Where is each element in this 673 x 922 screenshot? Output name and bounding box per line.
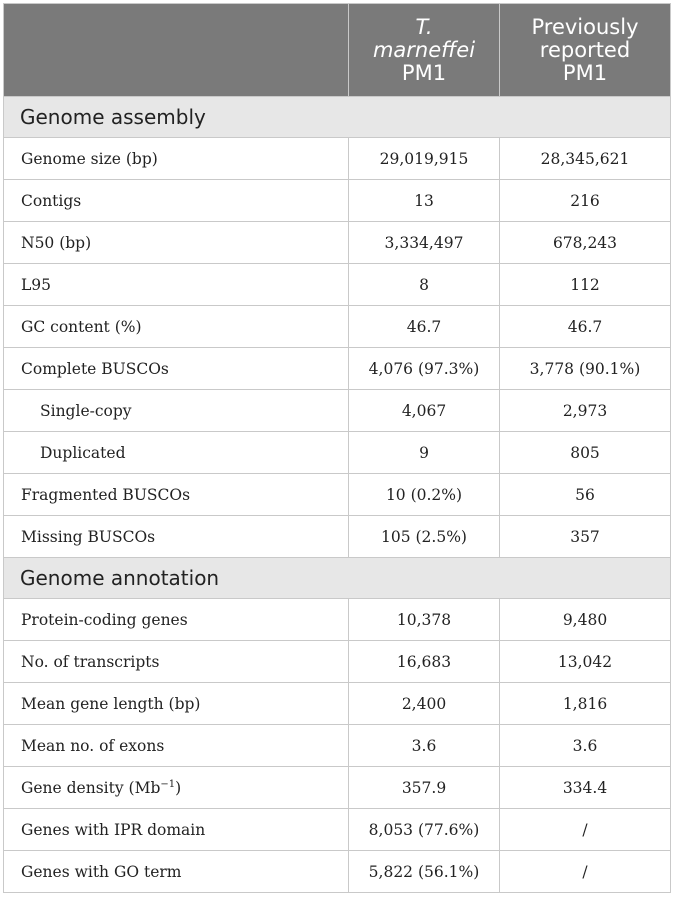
header-col2-line1: T.	[415, 14, 433, 39]
header-col2-line3: PM1	[401, 60, 447, 85]
row-value-previous: 28,345,621	[500, 138, 671, 180]
row-value-pm1: 105 (2.5%)	[349, 516, 500, 558]
row-label-superscript: −1	[160, 778, 176, 790]
row-label: Contigs	[4, 180, 349, 222]
row-label: Single-copy	[4, 390, 349, 432]
row-value-pm1: 5,822 (56.1%)	[349, 851, 500, 893]
row-value-previous: 13,042	[500, 641, 671, 683]
table-row	[4, 851, 671, 893]
table-row	[4, 138, 671, 180]
row-label: Mean no. of exons	[4, 725, 349, 767]
header-empty-cell	[4, 4, 349, 97]
row-value-previous: 1,816	[500, 683, 671, 725]
row-label: Fragmented BUSCOs	[4, 474, 349, 516]
header-col2-line2: marneffei	[372, 37, 476, 62]
table-row	[4, 264, 671, 306]
table-row	[4, 180, 671, 222]
row-value-previous: 216	[500, 180, 671, 222]
row-value-previous: 334.4	[500, 767, 671, 809]
row-value-previous: 2,973	[500, 390, 671, 432]
row-label: L95	[4, 264, 349, 306]
section-row-assembly	[4, 97, 671, 138]
row-value-previous: 357	[500, 516, 671, 558]
section-title-annotation: Genome annotation	[4, 558, 671, 599]
table-row	[4, 474, 671, 516]
row-value-previous: 112	[500, 264, 671, 306]
row-value-previous: 56	[500, 474, 671, 516]
header-previously-reported-pm1	[500, 4, 671, 97]
row-value-previous: 805	[500, 432, 671, 474]
row-label: Mean gene length (bp)	[4, 683, 349, 725]
row-value-previous: /	[500, 809, 671, 851]
table-row	[4, 390, 671, 432]
table-row	[4, 348, 671, 390]
row-value-previous: 9,480	[500, 599, 671, 641]
row-value-pm1: 8,053 (77.6%)	[349, 809, 500, 851]
row-label: GC content (%)	[4, 306, 349, 348]
row-value-pm1: 10 (0.2%)	[349, 474, 500, 516]
table-row	[4, 306, 671, 348]
row-label-close: )	[175, 778, 182, 797]
row-value-previous: 3.6	[500, 725, 671, 767]
table-row	[4, 432, 671, 474]
section-title-assembly: Genome assembly	[4, 97, 671, 138]
row-label: Genes with IPR domain	[4, 809, 349, 851]
row-value-pm1: 2,400	[349, 683, 500, 725]
row-label: Genes with GO term	[4, 851, 349, 893]
row-value-pm1: 16,683	[349, 641, 500, 683]
row-value-pm1: 3.6	[349, 725, 500, 767]
genome-comparison-table	[3, 3, 671, 893]
table-row	[4, 725, 671, 767]
row-value-pm1: 29,019,915	[349, 138, 500, 180]
row-label: Complete BUSCOs	[4, 348, 349, 390]
table-row	[4, 641, 671, 683]
row-value-pm1: 10,378	[349, 599, 500, 641]
table-row	[4, 683, 671, 725]
row-value-previous: 46.7	[500, 306, 671, 348]
row-value-pm1: 357.9	[349, 767, 500, 809]
table-row	[4, 599, 671, 641]
row-value-pm1: 3,334,497	[349, 222, 500, 264]
header-col3-line1: Previously	[531, 14, 639, 39]
header-col3-line2: reported	[539, 37, 631, 62]
row-value-pm1: 13	[349, 180, 500, 222]
row-label: Duplicated	[4, 432, 349, 474]
header-col3-line3: PM1	[562, 60, 608, 85]
header-row	[4, 4, 671, 97]
row-value-pm1: 4,067	[349, 390, 500, 432]
row-label: Genome size (bp)	[4, 138, 349, 180]
row-value-pm1: 4,076 (97.3%)	[349, 348, 500, 390]
row-label: Protein-coding genes	[4, 599, 349, 641]
row-value-pm1: 9	[349, 432, 500, 474]
table-row	[4, 516, 671, 558]
section-row-annotation	[4, 558, 671, 599]
row-value-previous: 3,778 (90.1%)	[500, 348, 671, 390]
row-label-text: Gene density (Mb	[21, 778, 161, 797]
table-row	[4, 767, 671, 809]
row-label-gene-density	[4, 767, 349, 809]
row-label: N50 (bp)	[4, 222, 349, 264]
row-value-pm1: 8	[349, 264, 500, 306]
header-t-marneffei-pm1	[349, 4, 500, 97]
row-label: Missing BUSCOs	[4, 516, 349, 558]
row-value-previous: 678,243	[500, 222, 671, 264]
row-value-pm1: 46.7	[349, 306, 500, 348]
row-label: No. of transcripts	[4, 641, 349, 683]
table-row	[4, 222, 671, 264]
row-value-previous: /	[500, 851, 671, 893]
table-row	[4, 809, 671, 851]
